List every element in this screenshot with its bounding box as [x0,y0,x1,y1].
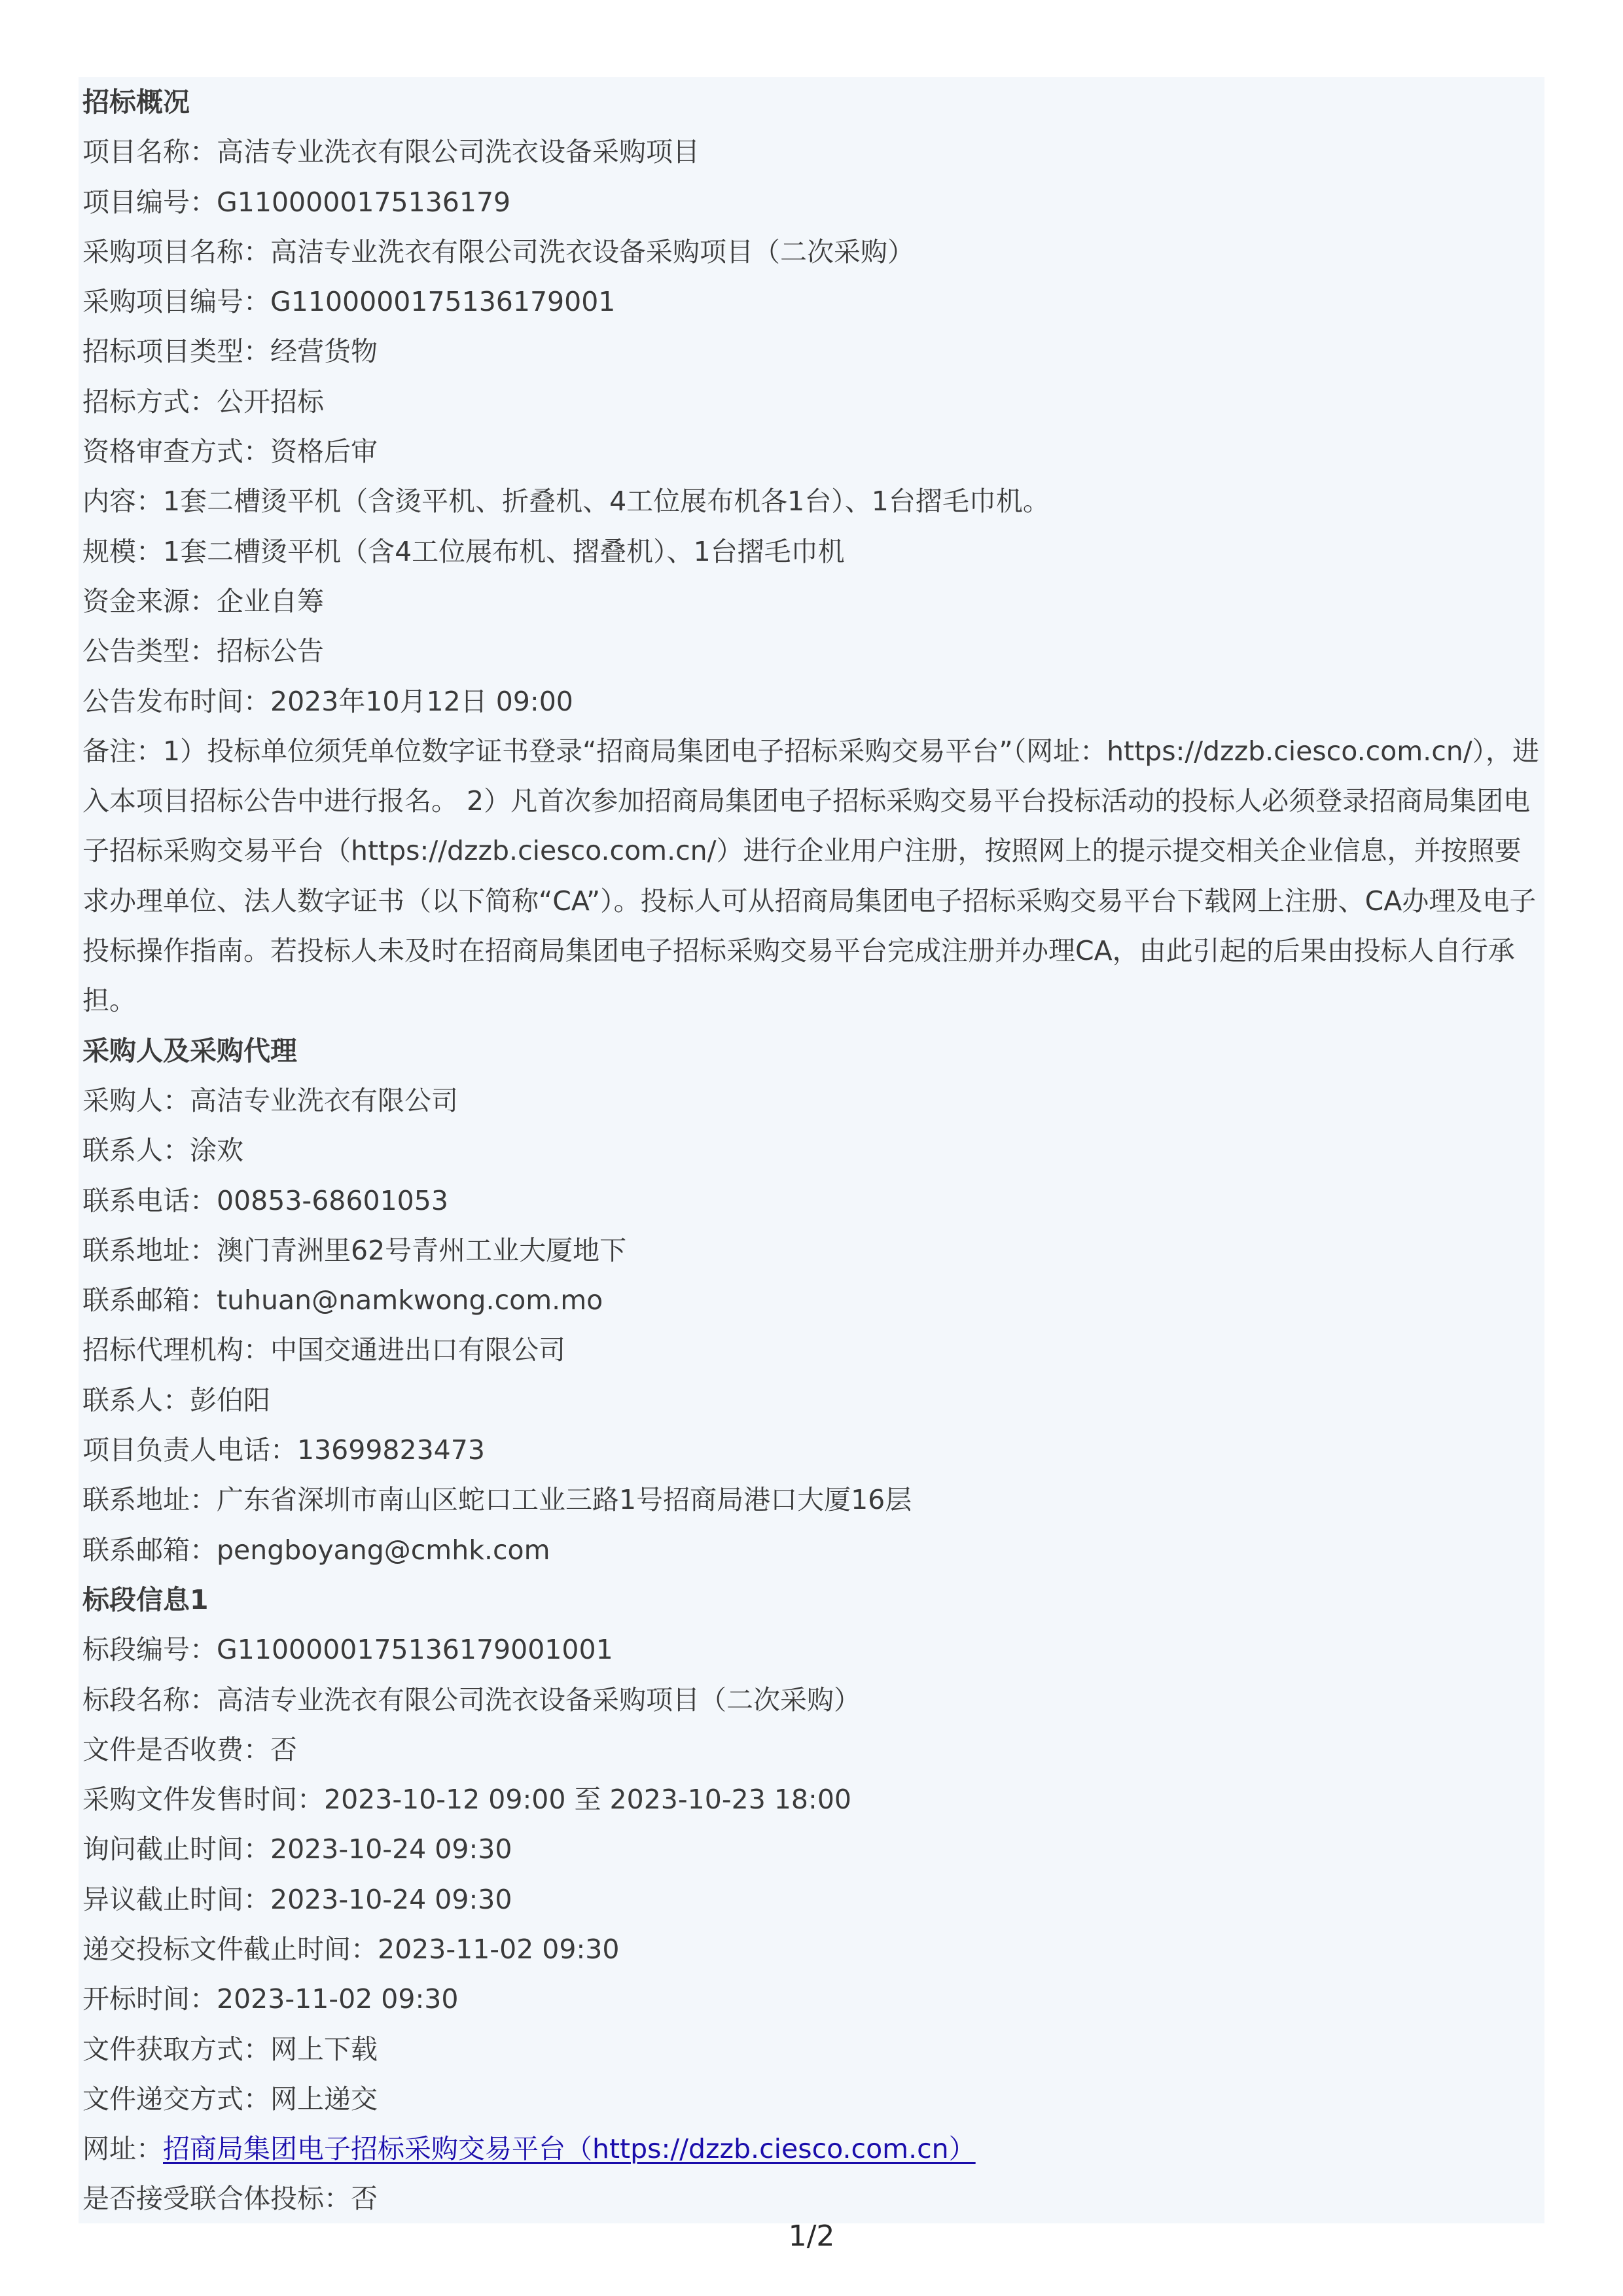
scale-description: 规模：1套二槽烫平机（含4工位展布机、摺叠机）、1台摺毛巾机 [82,535,845,567]
purchase-project-number: 采购项目编号：G1100000175136179001 [82,286,616,318]
sale-time: 采购文件发售时间：2023-10-12 09:00 至 2023-10-23 18:00 [82,1784,851,1816]
platform-link[interactable]: 招商局集团电子招标采购交易平台（https://dzzb.ciesco.com.cn） [163,2133,976,2165]
agent-phone: 项目负责人电话：13699823473 [82,1434,485,1466]
section-heading-agency: 采购人及采购代理 [82,1034,297,1067]
tender-method: 招标方式：公开招标 [82,385,324,417]
lot-number: 标段编号：G1100000175136179001001 [82,1634,613,1666]
announcement-body [79,77,1544,2223]
agent-email: 联系邮箱：pengboyang@cmhk.com [82,1534,550,1566]
buyer-phone: 联系电话：00853-68601053 [82,1184,448,1216]
submit-method: 文件递交方式：网上递交 [82,2083,378,2115]
website-row [82,2124,1541,2174]
buyer-name: 采购人：高洁专业洗衣有限公司 [82,1084,458,1116]
agent-name: 招标代理机构：中国交通进出口有限公司 [82,1334,565,1366]
buyer-contact: 联系人：涂欢 [82,1135,243,1167]
agent-address: 联系地址：广东省深圳市南山区蛇口工业三路1号招商局港口大厦16层 [82,1484,912,1516]
project-type: 招标项目类型：经营货物 [82,336,378,368]
page-number: 1/2 [788,2219,835,2253]
project-number: 项目编号：G1100000175136179 [82,186,511,218]
purchase-project-name: 采购项目名称：高洁专业洗衣有限公司洗衣设备采购项目（二次采购） [82,236,914,268]
agent-contact: 联系人：彭伯阳 [82,1384,270,1416]
submission-deadline: 递交投标文件截止时间：2023-11-02 09:30 [82,1933,620,1965]
section-heading-overview: 招标概况 [82,86,190,118]
objection-deadline: 异议截止时间：2023-10-24 09:30 [82,1883,512,1915]
buyer-address: 联系地址：澳门青洲里62号青州工业大厦地下 [82,1234,627,1266]
fund-source: 资金来源：企业自筹 [82,585,324,617]
section-heading-lot: 标段信息1 [82,1583,209,1616]
consortium-bid: 是否接受联合体投标：否 [82,2183,378,2215]
notice-type: 公告类型：招标公告 [82,635,324,667]
opening-time: 开标时间：2023-11-02 09:30 [82,1983,459,2015]
obtain-method: 文件获取方式：网上下载 [82,2033,378,2065]
website-label: 网址： [82,2133,163,2165]
content-description: 内容：1套二槽烫平机（含烫平机、折叠机、4工位展布机各1台）、1台摺毛巾机。 [82,486,1050,518]
lot-name: 标段名称：高洁专业洗衣有限公司洗衣设备采购项目（二次采购） [82,1684,861,1716]
document-fee: 文件是否收费：否 [82,1733,297,1765]
publish-time: 公告发布时间：2023年10月12日 09:00 [82,685,573,717]
buyer-email: 联系邮箱：tuhuan@namkwong.com.mo [82,1284,603,1316]
qualification-review: 资格审查方式：资格后审 [82,436,378,468]
project-name: 项目名称：高洁专业洗衣有限公司洗衣设备采购项目 [82,136,700,168]
inquiry-deadline: 询问截止时间：2023-10-24 09:30 [82,1833,512,1865]
remark-paragraph: 备注：1）投标单位须凭单位数字证书登录“招商局集团电子招标采购交易平台”（网址：https://dzzb.ciesco.com.cn/），进入本项目招标公告中进行报名。 2）凡首次参加招商局集团电子招标采购交易平台投标活动的投标人必须登录招商局集团电子招标采购交易平台（https://dzzb.ciesco.com.cn/）进行企业用户注册，按照网上的提示提交相关企业信息，并按照要求办理单位、法人数字证书（以下简称“CA”）。投标人可从招商局集团电子招标采购交易平台下载网上注册、CA办理及电子投标操作指南。若投标人未及时在招商局集团电子招标采购交易平台完成注册并办理CA，由此引起的后果由投标人自行承担。 [82,735,1540,1017]
